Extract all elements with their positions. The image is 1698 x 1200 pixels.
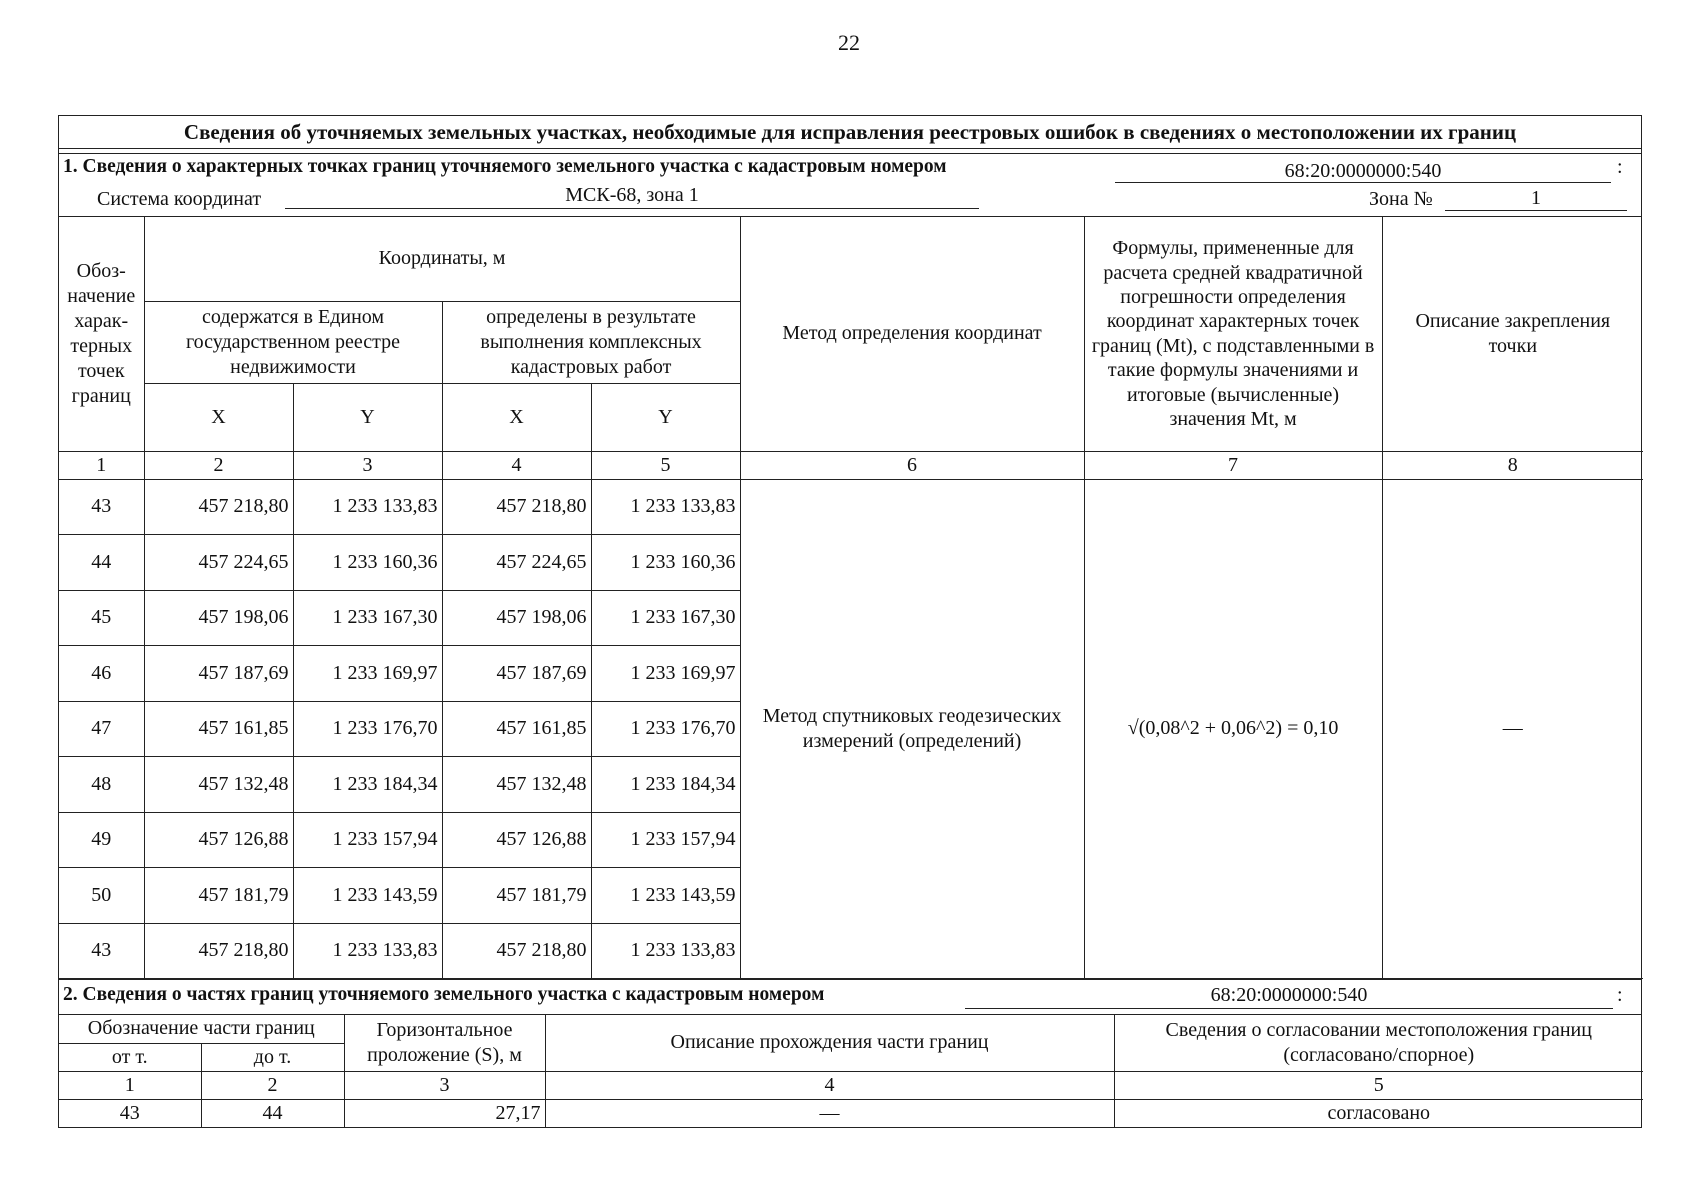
x-egrn: 457 224,65 bbox=[144, 535, 293, 591]
y-egrn: 1 233 133,83 bbox=[293, 923, 442, 979]
section2-cadastral-number: 68:20:0000000:540 bbox=[965, 982, 1613, 1009]
header-coordinates: Координаты, м bbox=[144, 217, 740, 301]
header-designation: Обоз-начение харак-терных точек границ bbox=[59, 217, 144, 451]
y-egrn: 1 233 167,30 bbox=[293, 590, 442, 646]
page-number: 22 bbox=[838, 30, 860, 55]
col-number: 3 bbox=[293, 451, 442, 479]
point-number: 46 bbox=[59, 646, 144, 702]
col-number: 5 bbox=[1114, 1071, 1643, 1099]
col-number: 7 bbox=[1084, 451, 1382, 479]
col-number: 3 bbox=[344, 1071, 545, 1099]
y-egrn: 1 233 184,34 bbox=[293, 757, 442, 813]
x-complex: 457 218,80 bbox=[442, 479, 591, 535]
y-egrn: 1 233 143,59 bbox=[293, 868, 442, 924]
y-complex: 1 233 157,94 bbox=[591, 812, 740, 868]
point-number: 43 bbox=[59, 923, 144, 979]
y-complex: 1 233 143,59 bbox=[591, 868, 740, 924]
col-number: 5 bbox=[591, 451, 740, 479]
section2-header bbox=[59, 979, 1641, 1015]
x-egrn: 457 187,69 bbox=[144, 646, 293, 702]
x-egrn: 457 132,48 bbox=[144, 757, 293, 813]
header-complex: определены в результате выполнения комплексных кадастровых работ bbox=[442, 301, 740, 383]
form-title: Сведения об уточняемых земельных участках, необходимые для исправления реестровых ошибок в сведениях о местоположении их границ bbox=[59, 116, 1641, 149]
section2-colon: : bbox=[1617, 984, 1623, 1006]
description-value: — bbox=[1382, 479, 1643, 979]
x-complex: 457 224,65 bbox=[442, 535, 591, 591]
x-complex: 457 218,80 bbox=[442, 923, 591, 979]
col-number: 8 bbox=[1382, 451, 1643, 479]
header-egrn: содержатся в Едином государственном реестре недвижимости bbox=[144, 301, 442, 383]
section2-label: 2. Сведения о частях границ уточняемого земельного участка с кадастровым номером bbox=[63, 984, 825, 1005]
section1-colon: : bbox=[1617, 156, 1623, 178]
header-x-complex: X bbox=[442, 383, 591, 451]
y-complex: 1 233 176,70 bbox=[591, 701, 740, 757]
point-number: 44 bbox=[59, 535, 144, 591]
table-row bbox=[59, 479, 1643, 535]
y-complex: 1 233 133,83 bbox=[591, 923, 740, 979]
y-egrn: 1 233 176,70 bbox=[293, 701, 442, 757]
horizontal-distance: 27,17 bbox=[344, 1099, 545, 1127]
point-number: 48 bbox=[59, 757, 144, 813]
x-egrn: 457 181,79 bbox=[144, 868, 293, 924]
to-point: 44 bbox=[201, 1099, 344, 1127]
header-y-complex: Y bbox=[591, 383, 740, 451]
point-number: 45 bbox=[59, 590, 144, 646]
y-egrn: 1 233 133,83 bbox=[293, 479, 442, 535]
agreement-status: согласовано bbox=[1114, 1099, 1643, 1127]
col-number: 4 bbox=[545, 1071, 1114, 1099]
header-from: от т. bbox=[59, 1043, 201, 1071]
y-complex: 1 233 169,97 bbox=[591, 646, 740, 702]
header-part-designation: Обозначение части границ bbox=[59, 1015, 344, 1043]
y-egrn: 1 233 169,97 bbox=[293, 646, 442, 702]
cadastral-form bbox=[58, 115, 1642, 1128]
col-number: 1 bbox=[59, 451, 144, 479]
point-number: 43 bbox=[59, 479, 144, 535]
x-complex: 457 132,48 bbox=[442, 757, 591, 813]
table-row bbox=[59, 1099, 1643, 1127]
col-number: 2 bbox=[201, 1071, 344, 1099]
header-description: Описание закрепления точки bbox=[1382, 217, 1643, 451]
method-value: Метод спутниковых геодезических измерений (определений) bbox=[740, 479, 1084, 979]
formula-value: √(0,08^2 + 0,06^2) = 0,10 bbox=[1084, 479, 1382, 979]
y-complex: 1 233 133,83 bbox=[591, 479, 740, 535]
point-number: 50 bbox=[59, 868, 144, 924]
header-x-egrn: X bbox=[144, 383, 293, 451]
section1-header bbox=[59, 154, 1641, 217]
header-to: до т. bbox=[201, 1043, 344, 1071]
header-method: Метод определения координат bbox=[740, 217, 1084, 451]
boundary-parts-table bbox=[59, 1015, 1643, 1127]
from-point: 43 bbox=[59, 1099, 201, 1127]
passage-description: — bbox=[545, 1099, 1114, 1127]
point-number: 49 bbox=[59, 812, 144, 868]
x-complex: 457 198,06 bbox=[442, 590, 591, 646]
section1-cadastral-number: 68:20:0000000:540 bbox=[1115, 158, 1611, 183]
col-number: 1 bbox=[59, 1071, 201, 1099]
y-complex: 1 233 160,36 bbox=[591, 535, 740, 591]
x-complex: 457 161,85 bbox=[442, 701, 591, 757]
col-number: 6 bbox=[740, 451, 1084, 479]
col-number: 4 bbox=[442, 451, 591, 479]
x-egrn: 457 161,85 bbox=[144, 701, 293, 757]
header-agreement: Сведения о согласовании местоположения границ (согласовано/спорное) bbox=[1114, 1015, 1643, 1071]
x-egrn: 457 198,06 bbox=[144, 590, 293, 646]
header-horizontal: Горизонтальное проложение (S), м bbox=[344, 1015, 545, 1071]
x-complex: 457 181,79 bbox=[442, 868, 591, 924]
y-complex: 1 233 167,30 bbox=[591, 590, 740, 646]
column-number-row bbox=[59, 451, 1643, 479]
x-complex: 457 187,69 bbox=[442, 646, 591, 702]
coord-system-value: МСК-68, зона 1 bbox=[285, 184, 979, 209]
header-passage: Описание прохождения части границ bbox=[545, 1015, 1114, 1071]
zone-value: 1 bbox=[1445, 186, 1627, 211]
section1-label: 1. Сведения о характерных точках границ уточняемого земельного участка с кадастровым номером bbox=[63, 156, 947, 177]
y-complex: 1 233 184,34 bbox=[591, 757, 740, 813]
col-number: 2 bbox=[144, 451, 293, 479]
header-formulas: Формулы, примененные для расчета средней квадратичной погрешности определения координат характерных точек границ (Mt), с подставленными в такие формулы значениями и итоговые (вычисленные) значения Mt, м bbox=[1084, 217, 1382, 451]
x-complex: 457 126,88 bbox=[442, 812, 591, 868]
zone-label: Зона № bbox=[1369, 188, 1433, 210]
y-egrn: 1 233 157,94 bbox=[293, 812, 442, 868]
x-egrn: 457 218,80 bbox=[144, 479, 293, 535]
y-egrn: 1 233 160,36 bbox=[293, 535, 442, 591]
header-y-egrn: Y bbox=[293, 383, 442, 451]
point-number: 47 bbox=[59, 701, 144, 757]
x-egrn: 457 126,88 bbox=[144, 812, 293, 868]
coordinates-table bbox=[59, 217, 1643, 979]
coord-system-label: Система координат bbox=[97, 188, 262, 210]
x-egrn: 457 218,80 bbox=[144, 923, 293, 979]
